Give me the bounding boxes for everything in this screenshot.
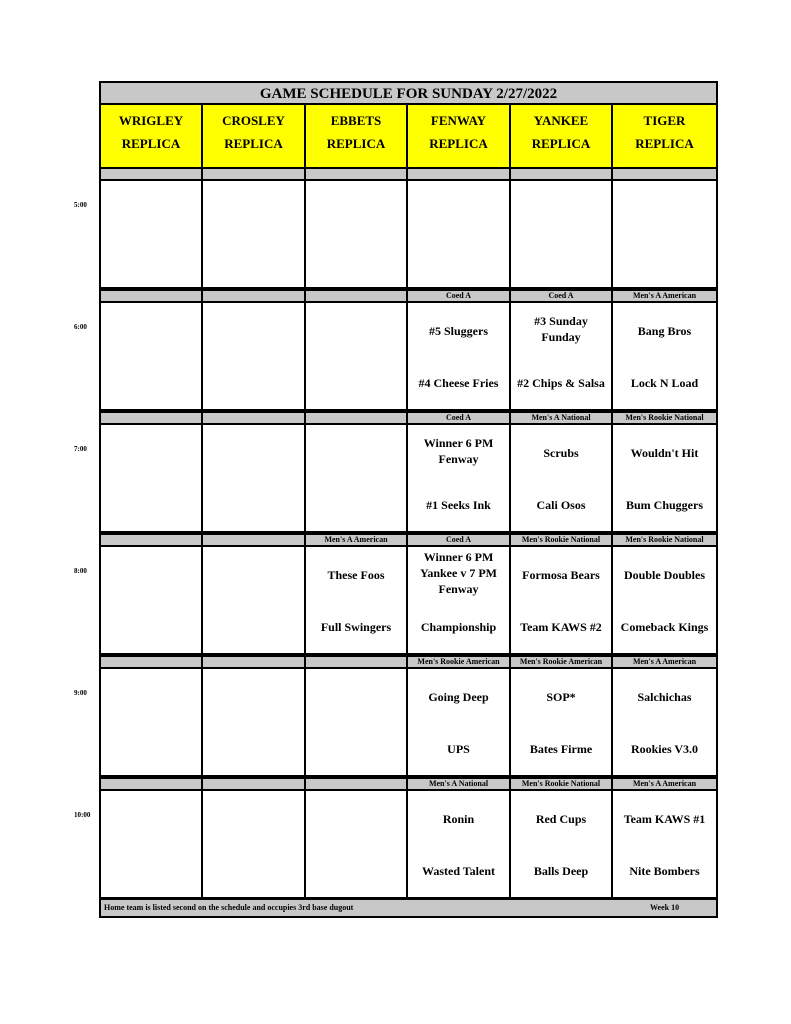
game-slot [613, 425, 716, 533]
home-team: UPS [447, 742, 470, 756]
division-label: Coed A [408, 411, 511, 425]
field-header-fenway [408, 105, 511, 167]
game-slot [203, 303, 306, 411]
game-slot [408, 669, 511, 777]
field-header-ebbets [306, 105, 408, 167]
game-slot [613, 181, 716, 289]
division-label: Men's A National [408, 777, 511, 791]
game-slot [408, 425, 511, 533]
field-name: CROSLEY [222, 113, 285, 128]
away-team: Winner 6 PM Fenway [423, 436, 494, 466]
home-team: #1 Seeks Ink [426, 498, 491, 512]
game-slot [408, 547, 511, 655]
game-slot [101, 547, 203, 655]
game-slot [613, 669, 716, 777]
division-label: Men's Rookie American [408, 655, 511, 669]
field-header-yankee [511, 105, 613, 167]
away-team: Team KAWS #1 [623, 812, 706, 826]
home-team: Comeback Kings [620, 620, 709, 634]
game-slot [511, 791, 613, 899]
division-label [101, 411, 203, 425]
game-slot [203, 791, 306, 899]
division-label [101, 533, 203, 547]
game-slot [408, 181, 511, 289]
home-team: Bum Chuggers [625, 498, 703, 512]
game-slot [613, 791, 716, 899]
field-sub: REPLICA [326, 136, 386, 151]
field-sub: REPLICA [635, 136, 694, 151]
game-slot [203, 547, 306, 655]
home-team: Nite Bombers [629, 864, 700, 878]
division-label: Coed A [511, 289, 613, 303]
division-label: Men's Rookie National [511, 533, 613, 547]
division-label: Men's Rookie American [511, 655, 613, 669]
week-label: Week 10 [650, 903, 680, 912]
time-label: 9:00 [74, 689, 87, 697]
away-team: These Foos [327, 568, 385, 582]
division-label [511, 167, 613, 181]
division-label [203, 289, 306, 303]
away-team: Wouldn't Hit [630, 446, 699, 460]
game-slot [511, 425, 613, 533]
field-sub: REPLICA [429, 136, 488, 151]
time-label: 7:00 [74, 445, 87, 453]
division-label: Men's A American [613, 655, 716, 669]
game-slot [511, 181, 613, 289]
schedule-footer [101, 898, 716, 916]
away-team: SOP* [546, 690, 576, 704]
game-slot [511, 547, 613, 655]
division-label [306, 777, 408, 791]
home-team: Bates Firme [529, 742, 593, 756]
away-team: Scrubs [543, 446, 579, 460]
division-label [203, 655, 306, 669]
game-slot [306, 303, 408, 411]
division-label [203, 167, 306, 181]
field-header-wrigley [101, 105, 203, 167]
division-label [306, 411, 408, 425]
division-label: Coed A [408, 289, 511, 303]
division-label [203, 777, 306, 791]
game-slot [306, 791, 408, 899]
game-slot [306, 547, 408, 655]
division-label: Men's Rookie National [511, 777, 613, 791]
game-slot [511, 303, 613, 411]
away-team: #5 Sluggers [428, 324, 488, 338]
game-slot [203, 669, 306, 777]
field-name: FENWAY [430, 113, 487, 128]
field-name: WRIGLEY [118, 113, 184, 128]
home-team: Full Swingers [320, 620, 392, 634]
away-team: Formosa Bears [522, 568, 600, 582]
field-sub: REPLICA [121, 136, 181, 151]
away-team: Bang Bros [637, 324, 692, 338]
game-slot [408, 303, 511, 411]
field-sub: REPLICA [224, 136, 283, 151]
game-slot [101, 669, 203, 777]
away-team: Going Deep [428, 690, 489, 704]
division-label [613, 167, 716, 181]
game-slot [101, 425, 203, 533]
division-label: Men's A American [613, 289, 716, 303]
game-slot [101, 303, 203, 411]
division-label [408, 167, 511, 181]
field-name: TIGER [643, 113, 686, 128]
division-label: Men's A American [306, 533, 408, 547]
time-label: 10:00 [74, 811, 91, 819]
time-label: 8:00 [74, 567, 87, 575]
away-team: Winner 6 PM Yankee v 7 PM Fenway [420, 550, 497, 596]
game-slot [306, 425, 408, 533]
field-name: EBBETS [330, 113, 382, 128]
away-team: Double Doubles [623, 568, 706, 582]
game-slot [613, 547, 716, 655]
division-label [306, 655, 408, 669]
home-team: Wasted Talent [421, 864, 496, 878]
game-slot [306, 181, 408, 289]
away-team: #3 Sunday Funday [534, 314, 588, 344]
game-slot [613, 303, 716, 411]
division-label [306, 167, 408, 181]
division-label: Men's A American [613, 777, 716, 791]
division-label [203, 533, 306, 547]
home-team: Balls Deep [533, 864, 589, 878]
game-slot [101, 181, 203, 289]
division-label [203, 411, 306, 425]
field-sub: REPLICA [531, 136, 591, 151]
away-team: Salchichas [637, 690, 692, 704]
schedule-title: GAME SCHEDULE FOR SUNDAY 2/27/2022 [101, 83, 716, 105]
home-team: #2 Chips & Salsa [517, 376, 605, 390]
field-header-crosley [203, 105, 306, 167]
home-team: Rookies V3.0 [630, 742, 699, 756]
home-team: Team KAWS #2 [520, 620, 602, 634]
division-label: Coed A [408, 533, 511, 547]
home-team: Championship [420, 620, 497, 634]
division-label [306, 289, 408, 303]
division-label: Men's Rookie National [613, 533, 716, 547]
away-team: Red Cups [535, 812, 587, 826]
field-header-tiger [613, 105, 716, 167]
game-slot [203, 425, 306, 533]
time-label: 6:00 [74, 323, 87, 331]
division-label: Men's A National [511, 411, 613, 425]
game-slot [101, 791, 203, 899]
home-team: #4 Cheese Fries [418, 376, 499, 390]
division-label [101, 289, 203, 303]
field-name: YANKEE [533, 113, 589, 128]
division-label: Men's Rookie National [613, 411, 716, 425]
division-label [101, 777, 203, 791]
home-team: Cali Osos [536, 498, 586, 512]
game-slot [203, 181, 306, 289]
game-slot [408, 791, 511, 899]
away-team: Ronin [442, 812, 475, 826]
home-team: Lock N Load [630, 376, 699, 390]
footer-note: Home team is listed second on the schedule and occupies 3rd base dugout [104, 903, 354, 912]
game-slot [511, 669, 613, 777]
time-label: 5:00 [74, 201, 87, 209]
division-label [101, 167, 203, 181]
schedule-sheet [99, 81, 718, 918]
division-label [101, 655, 203, 669]
game-slot [306, 669, 408, 777]
